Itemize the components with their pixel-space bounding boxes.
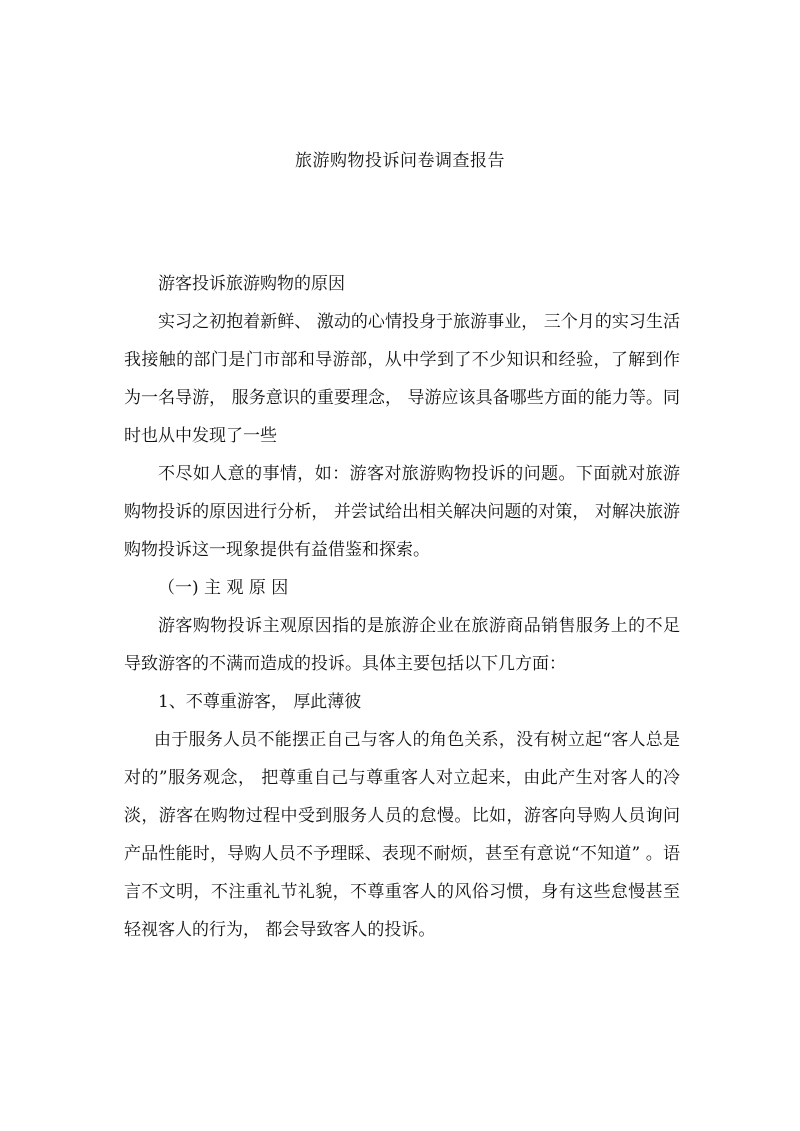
paragraph-disrespect-detail: 由于服务人员不能摆正自己与客人的角色关系，没有树立起“客人总是对的”服务观念， 把尊重自己与尊重客人对立起来，由此产生对客人的冷淡，游客在购物过程中受到服务人员的怠慢。比如，游客向导购人员询问产品性能时，导购人员不予理睬、表现不耐烦，甚至有意说“不知道” 。语言不文明，不注重礼节礼貌，不尊重客人的风俗习惯，身有这些怠慢甚至轻视客人的行为， 都会导致客人的投诉。 <box>124 730 680 940</box>
document-body <box>124 265 680 949</box>
section-heading-reasons: 游客投诉旅游购物的原因 <box>158 274 345 294</box>
subheading-disrespect: 1、不尊重游客， 厚此薄彼 <box>158 692 362 712</box>
document-title: 旅游购物投诉问卷调查报告 <box>295 151 505 171</box>
paragraph-subjective-definition: 游客购物投诉主观原因指的是旅游企业在旅游商品销售服务上的不足导致游客的不满而造成的投诉。具体主要包括以下几方面： <box>124 616 680 674</box>
section-heading-subjective: （一) 主 观 原 因 <box>158 578 289 598</box>
paragraph-complaint-problem: 不尽如人意的事情，如：游客对旅游购物投诉的问题。下面就对旅游购物投诉的原因进行分析， 并尝试给出相关解决问题的对策， 对解决旅游购物投诉这一现象提供有益借鉴和探索。 <box>124 464 680 560</box>
paragraph-internship-intro: 实习之初抱着新鲜、 激动的心情投身于旅游事业， 三个月的实习生活我接触的部门是门市部和导游部，从中学到了不少知识和经验，了解到作为一名导游， 服务意识的重要理念， 导游应该具备哪些方面的能力等。同时也从中发现了一些 <box>124 312 680 446</box>
